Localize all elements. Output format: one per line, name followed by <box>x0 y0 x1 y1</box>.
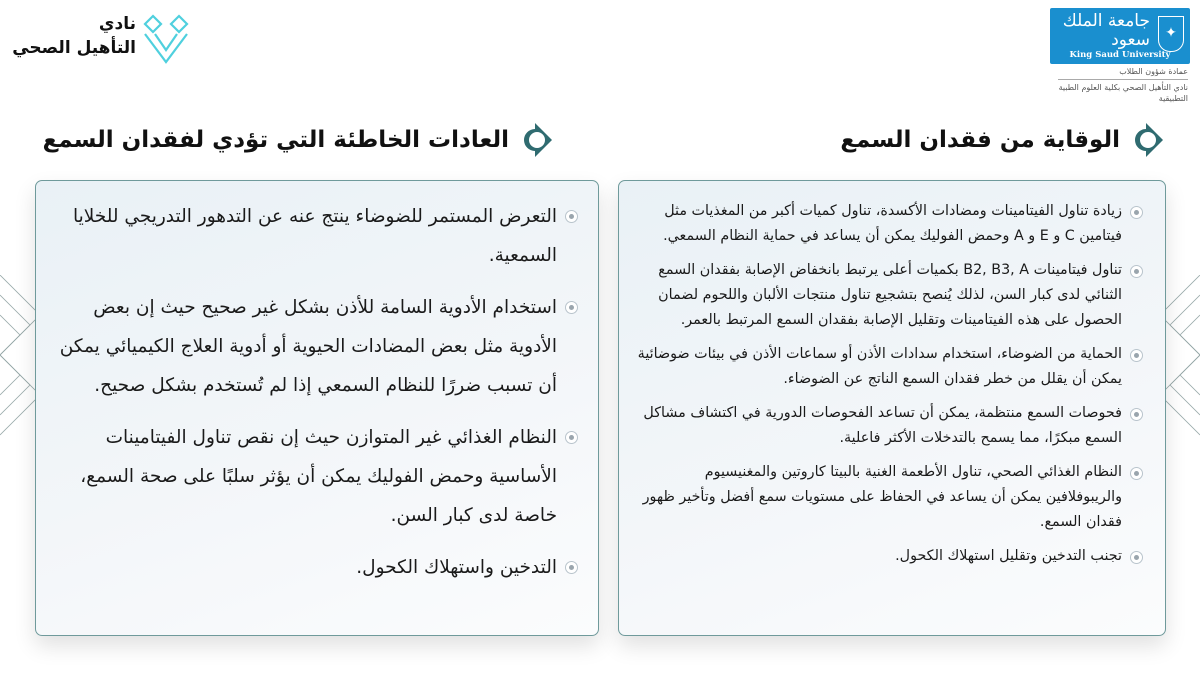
king-saud-university-logo <box>1050 8 1190 64</box>
radio-bullet-icon <box>565 431 578 444</box>
prevention-heading <box>840 118 1164 162</box>
list-item <box>633 199 1143 249</box>
item-text: النظام الغذائي غير المتوازن حيث إن نقص تناول الفيتامينات الأساسية وحمض الفوليك يمكن أن يؤثر سلبًا على صحة السمع، خاصة لدى كبار السن. <box>80 427 557 526</box>
bad-habits-panel <box>35 180 599 636</box>
item-text: النظام الغذائي الصحي، تناول الأطعمة الغنية بالبيتا كاروتين والمغنيسيوم والريبوفلافين يمكن أن يساعد في الحفاظ على مستويات سمع أفضل وتأخير ظهور فقدان السمع. <box>642 464 1122 530</box>
list-item <box>50 288 578 405</box>
list-item <box>633 342 1143 392</box>
radio-bullet-icon <box>565 301 578 314</box>
list-item <box>633 544 1143 569</box>
item-text: التدخين واستهلاك الكحول. <box>356 557 557 578</box>
item-text: تناول فيتامينات B2, B3, A بكميات أعلى يرتبط بانخفاض الإصابة بفقدان السمع الثنائي لدى كبار السن، لذلك يُنصح بتشجيع تناول منتجات الألبان واللحوم لضمان الحصول على هذه الفيتامينات وتقليل الإصابة بفقدان السمع المرتبط بالعمر. <box>658 262 1122 328</box>
item-text: التعرض المستمر للضوضاء ينتج عنه عن التدهور التدريجي للخلايا السمعية. <box>72 206 557 266</box>
diamond-lattice-decoration-right <box>1160 275 1200 455</box>
club-name-line2: التأهيل الصحي <box>12 38 136 58</box>
list-item <box>50 197 578 275</box>
item-text: تجنب التدخين وتقليل استهلاك الكحول. <box>895 548 1122 564</box>
radio-bullet-icon <box>1130 408 1143 421</box>
palm-emblem-icon: ✦ <box>1158 16 1184 52</box>
club-name-line1: نادي <box>98 14 136 34</box>
bad-habits-heading <box>43 118 553 162</box>
club-affiliation: نادي التأهيل الصحي بكلية العلوم الطبية التطبيقية <box>1058 83 1188 103</box>
item-text: زيادة تناول الفيتامينات ومضادات الأكسدة، تناول كميات أكبر من المغذيات مثل فيتامين C و E و A وحمض الفوليك يمكن أن يساعد في حماية النظام السمعي. <box>663 203 1122 244</box>
radio-bullet-icon <box>565 561 578 574</box>
bad-habits-title: العادات الخاطئة التي تؤدي لفقدان السمع <box>42 127 509 153</box>
item-text: استخدام الأدوية السامة للأذن بشكل غير صحيح حيث إن بعض الأدوية مثل بعض المضادات الحيوية أو أدوية العلاج الكيميائي يمكن أن تسبب ضررًا للنظام السمعي إذا لم تُستخدم بشكل صحيح. <box>59 297 557 396</box>
prevention-title: الوقاية من فقدان السمع <box>840 127 1120 153</box>
list-item <box>633 401 1143 451</box>
university-name-ar: جامعة الملك سعود <box>1062 11 1150 50</box>
radio-bullet-icon <box>1130 551 1143 564</box>
radio-bullet-icon <box>1130 265 1143 278</box>
list-item <box>50 418 578 535</box>
radio-bullet-icon <box>1130 467 1143 480</box>
club-diamond-mark-icon <box>141 12 191 68</box>
health-rehab-club-logo <box>6 10 196 70</box>
arrow-circle-icon <box>519 121 553 159</box>
deanship-name: عمادة شؤون الطلاب <box>1058 66 1188 80</box>
radio-bullet-icon <box>565 210 578 223</box>
arrow-circle-icon <box>1130 121 1164 159</box>
diamond-lattice-decoration-left <box>0 275 40 455</box>
item-text: فحوصات السمع منتظمة، يمكن أن تساعد الفحوصات الدورية في اكتشاف مشاكل السمع مبكرًا، مما يسمح بالتدخلات الأكثر فاعلية. <box>643 405 1122 446</box>
list-item <box>633 460 1143 535</box>
university-name-en: King Saud University <box>1069 50 1171 60</box>
deanship-text <box>1058 66 1188 104</box>
list-item <box>50 548 578 587</box>
prevention-panel <box>618 180 1166 636</box>
list-item <box>633 258 1143 333</box>
radio-bullet-icon <box>1130 206 1143 219</box>
item-text: الحماية من الضوضاء، استخدام سدادات الأذن أو سماعات الأذن في بيئات ضوضائية يمكن أن يقلل من خطر فقدان السمع الناتج عن الضوضاء. <box>637 346 1122 387</box>
club-name <box>6 12 136 60</box>
radio-bullet-icon <box>1130 349 1143 362</box>
